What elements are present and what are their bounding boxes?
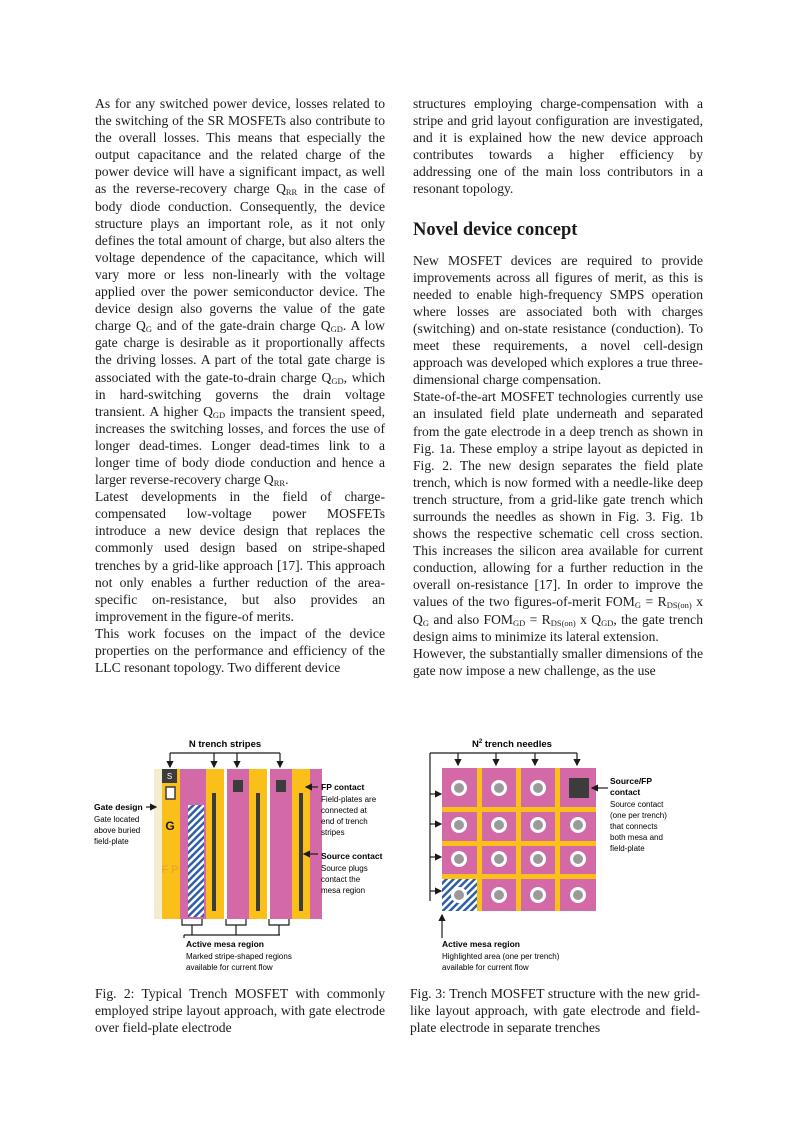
left-paragraph-1: As for any switched power device, losses related to the switching of the SR MOSFETs also contribute to the overall losses. This means that especially the output capacitance and the related charge of the power device will have a significant impact, as well as the reverse-recovery charge $Q_{RR}$ in the case of body diode conduction. Consequently, the device structure plays an important role, as it not only defines the total amount of charge, but also alters the voltage dependence of the capacitance, which will vary more or less non-linearly with the voltage applied over the power semiconductor device. The device design also governs the value of the gate charge $Q_G$ and of the gate-drain charge $Q_{GD}$. A low gate charge is desirable as it proportionally affects the driving losses. A part of the total gate charge is associated with the gate-to-drain charge $Q_{GD}$, which in hard-switching governs the drain voltage transient. A higher $Q_{GD}$ impacts the transient speed, increases the switching losses, and forces the use of longer dead-times. Longer dead-times link to a longer time of body diode conduction and hence a larger reverse-recovery charge $Q_{RR}$. [95,96,386,489]
fig3-mesa-line: Highlighted area (one per trench) [442,952,560,961]
fig2-fp-contact-square [276,780,286,792]
fig2-source-plug [212,793,216,911]
fig3-caption: Fig. 3: Trench MOSFET structure with the new grid-like layout approach, with gate electrode and field-plate electrode in separate trenches [410,986,700,1036]
figure-3 [412,735,712,980]
fig3-source-fp-line: Source contact [610,800,664,809]
fig2-gate-design-title: Gate design [94,802,143,812]
fig3-source-fp-title: Source/FP [610,776,653,786]
fig2-caption: Fig. 2: Typical Trench MOSFET with commonly employed stripe layout approach, with gate electrode over field-plate electrode [95,986,385,1036]
fig3-needle [533,783,543,793]
fig2-fp-contact-square [233,780,243,792]
fig3-source-fp-line: field-plate [610,844,645,853]
fig3-needle [494,854,504,864]
fig3-needle [533,820,543,830]
fig2-mesa-line: Marked stripe-shaped regions [186,952,292,961]
fig3-needle [454,820,464,830]
fig3-gate-grid-line [516,768,521,911]
left-column [95,95,385,676]
fig3-diagram [412,735,712,980]
fig2-gate-design-line: above buried [94,826,141,835]
fig2-fp-label: F P [161,864,179,876]
right-paragraph-3: State-of-the-art MOSFET technologies currently use an insulated field plate underneath and separated from the gate electrode in a deep trench as shown in Fig. 1a. These employ a stripe layout as depicted in Fig. 2. The new design separates the field plate trench, which is now formed with a needle-like deep trench structure, from a grid-like gate trench which surrounds the needles as shown in Fig. 3. Fig. 1b shows the respective schematic cell cross section. This increases the silicon area available for current conduction, allowing for a further reduction in the overall on-resistance [17]. In order to improve the values of the two figures-of-merit $FOM_G = R_{DS(on)}$ x $Q_G$ and also $FOM_{GD} = R_{DS(on)}$ x $Q_{GD}$, the gate trench design aims to minimize its lateral extension. [413,389,704,644]
fig2-fp-contact-line: Field-plates are [321,795,377,804]
left-paragraph-2: Latest developments in the field of charge-compensated low-voltage power MOSFETs introduce a new device design that replaces the commonly used design based on stripe-shaped trenches by a grid-like approach [17]. This approach not only enables a further reduction of the area-specific on-resistance, but also provides an improvement in the figure-of merits. [95,489,385,624]
fig2-g-label: G [165,819,175,833]
fig2-diagram [92,735,402,980]
fig3-needle [573,854,583,864]
fig2-hatched-mesa [188,805,204,917]
fig3-needle [494,820,504,830]
fig2-source-contact-line: Source plugs [321,864,368,873]
fig3-source-fp-title: contact [610,787,641,797]
right-paragraph-1: structures employing charge-compensation with a stripe and grid layout configuration are investigated, and it is explained how the new device approach contributes towards a higher efficiency by addressing one of the main loss contributors in a resonant topology. [413,96,703,197]
fig2-source-plug [256,793,260,911]
fig3-needle [533,890,543,900]
section-heading: Novel device concept [413,219,578,240]
fig3-top-label: $N^2$ trench needles [472,739,552,750]
fig2-fp-contact-title: FP contact [321,782,365,792]
fig2-source-contact-line: mesa region [321,886,366,895]
fig3-gate-grid-line [477,768,482,911]
fig2-gate-design-line: field-plate [94,837,129,846]
fig3-needle [573,820,583,830]
fig3-mesa-title: Active mesa region [442,939,520,949]
fig3-needle [533,854,543,864]
fig2-top-label: N trench stripes [188,739,262,750]
fig2-mesa-title: Active mesa region [186,939,264,949]
fig3-gate-grid-line [555,768,560,911]
fig2-gate-design-line: Gate located [94,815,140,824]
fig3-needle [494,890,504,900]
fig2-source-contact-line: contact the [321,875,361,884]
fig2-fp-contact-line: connected at [321,806,367,815]
right-column [413,95,703,679]
fig3-needle [454,890,464,900]
fig3-needle [573,890,583,900]
fig3-needle [454,854,464,864]
fig2-fp-contact-line: end of trench [321,817,368,826]
fig3-source-fp-line: both mesa and [610,833,663,842]
figure-2 [92,735,402,980]
fig2-fp-contact-square [166,787,175,799]
fig3-source-fp-contact-square [569,778,589,798]
left-paragraph-3: This work focuses on the impact of the device properties on the performance and efficiency of the LLC resonant topology. Two different device [95,625,385,676]
fig2-mesa-line: available for current flow [186,963,273,972]
right-paragraph-4: However, the substantially smaller dimensions of the gate now impose a new challenge, as the use [413,645,703,678]
fig2-s-label: S [166,772,173,781]
fig3-needle [494,783,504,793]
fig2-source-plug [299,793,303,911]
fig3-source-fp-line: that connects [610,822,658,831]
fig2-fp-contact-line: stripes [321,828,345,837]
right-paragraph-2: New MOSFET devices are required to provide improvements across all figures of merit, as this is needed to enable high-frequency SMPS operation where losses are associated both with charges (switching) and on-state resistance (conduction). To meet these requirements, a novel cell-design approach was developed which explores a true three-dimensional charge compensation. [413,252,703,388]
fig3-mesa-line: available for current flow [442,963,529,972]
fig3-source-fp-line: (one per trench) [610,811,667,820]
fig3-needle [454,783,464,793]
fig2-source-contact-title: Source contact [321,851,383,861]
